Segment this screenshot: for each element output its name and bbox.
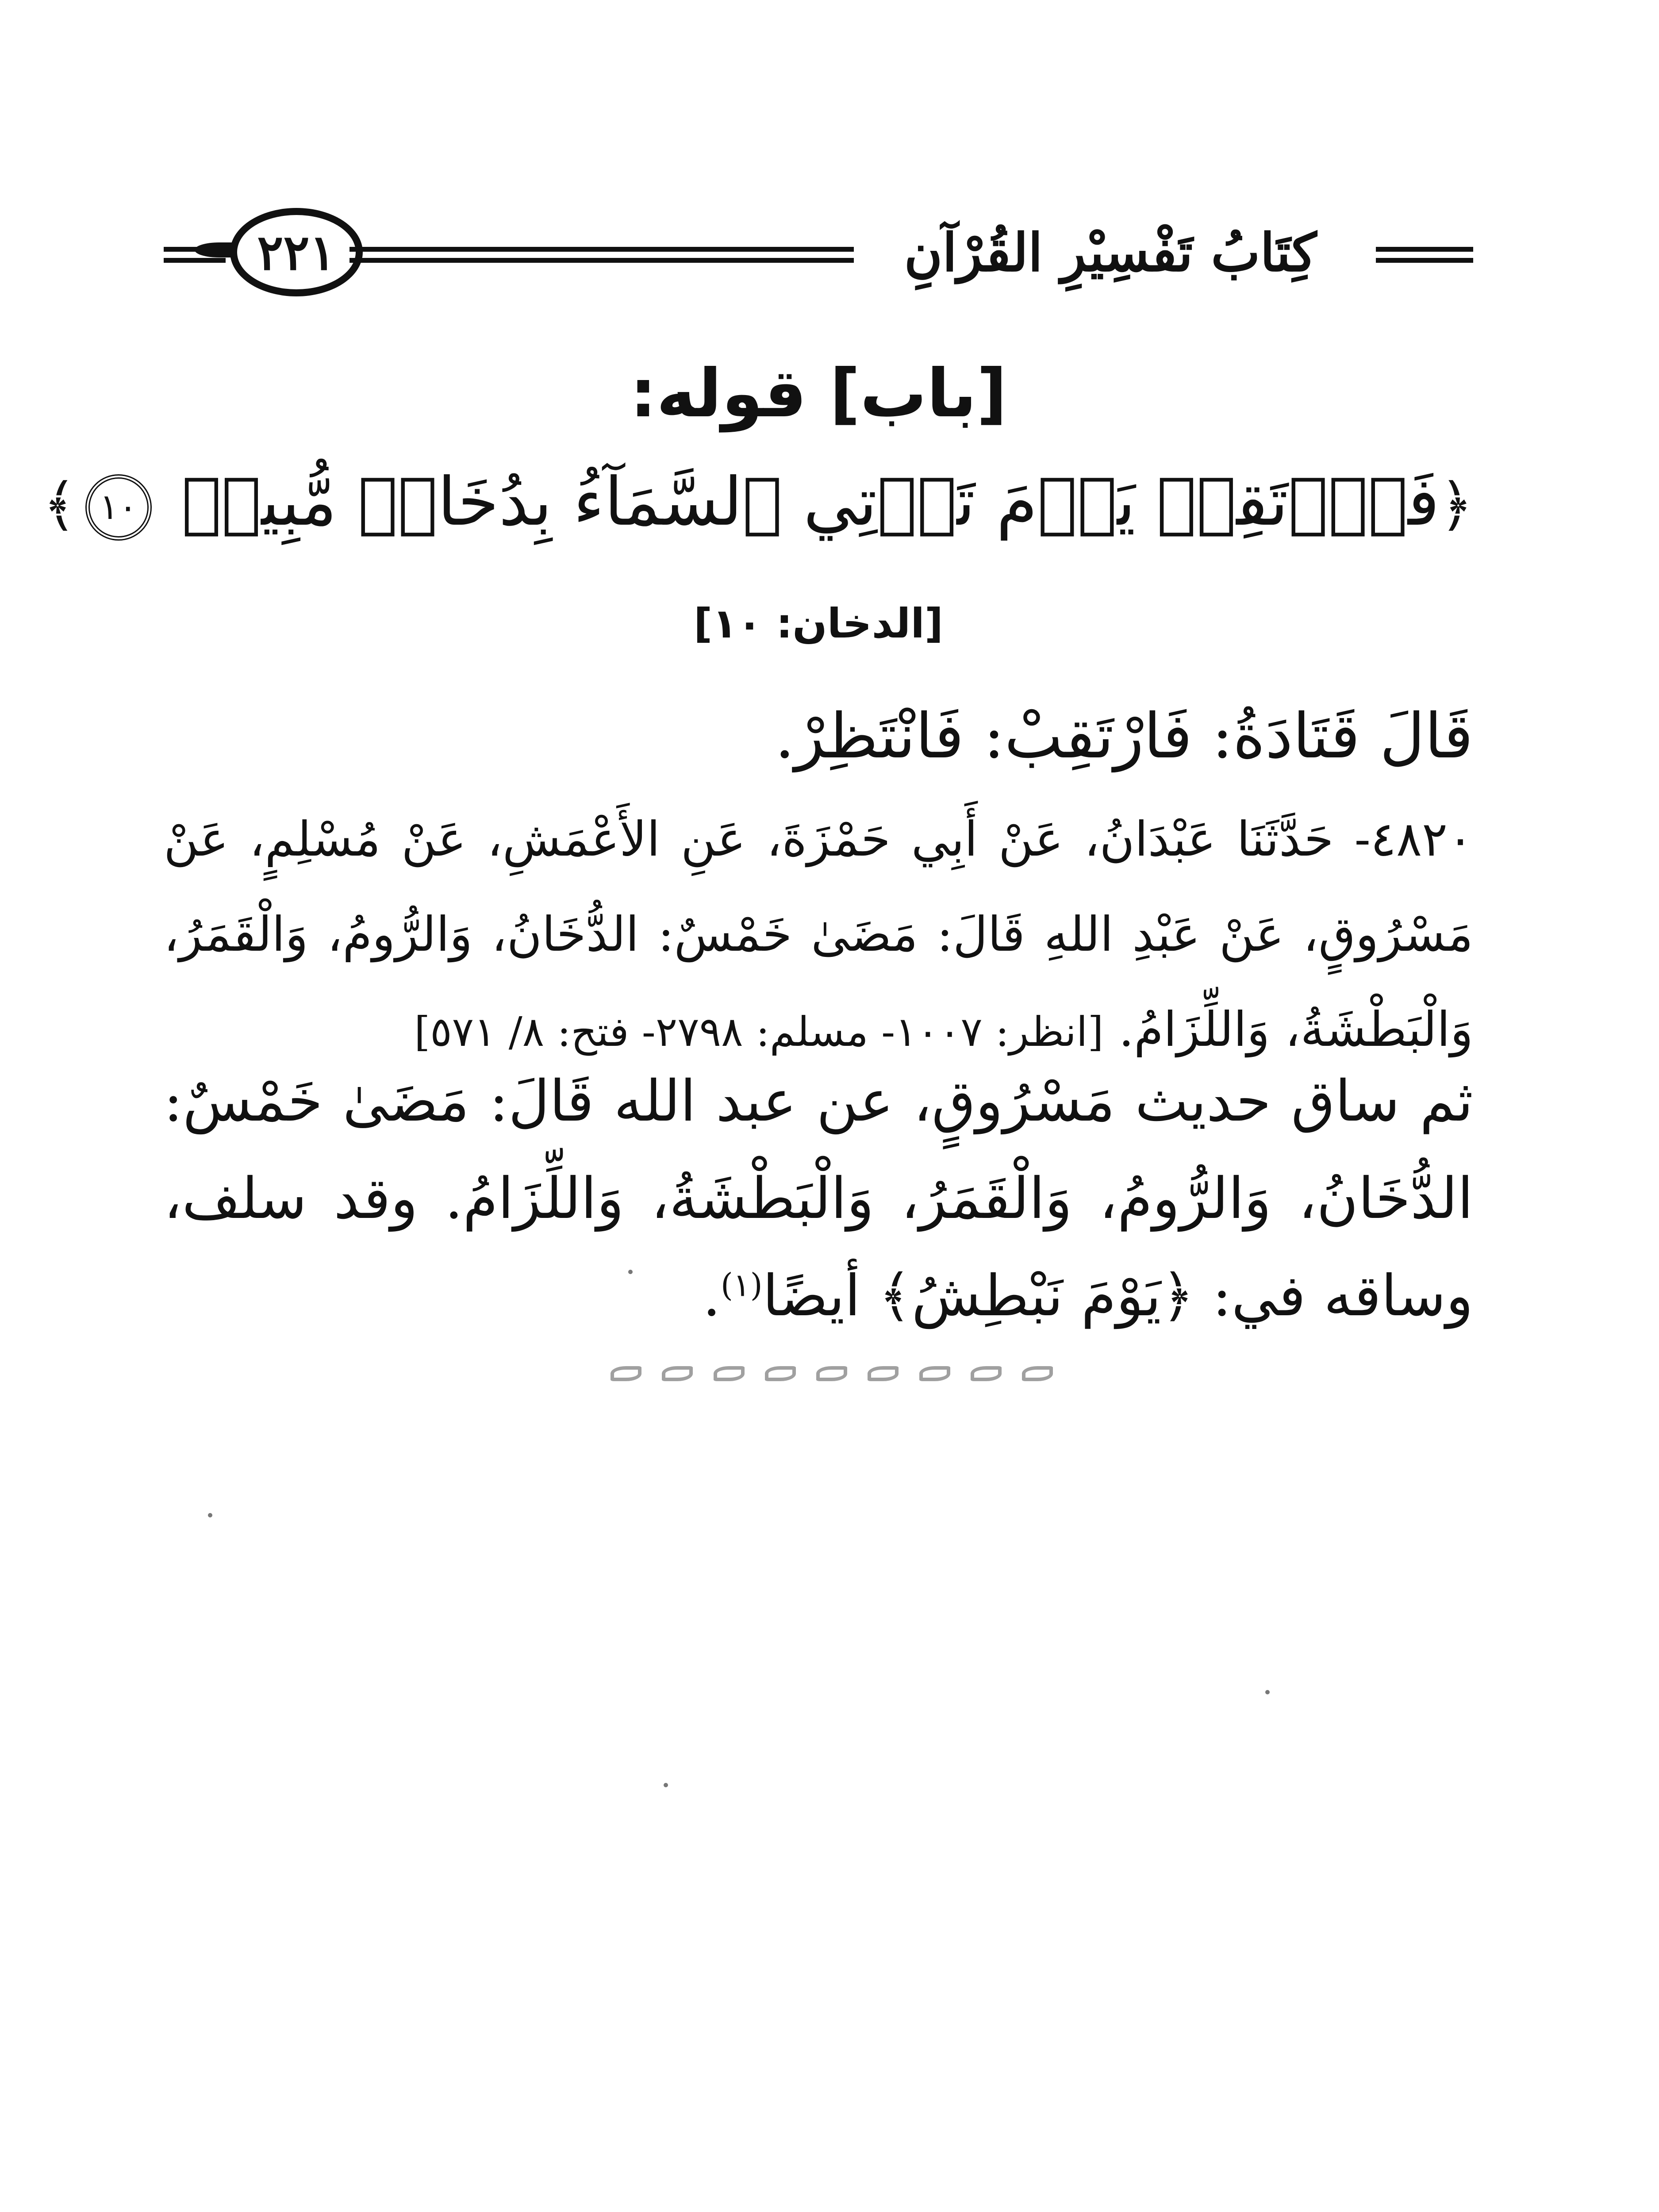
ornament-piece [971,1366,1002,1381]
verse-text: فَٱرۡتَقِبۡ يَوۡمَ تَأۡتِي ٱلسَّمَآءُ بِدُخَانٖ مُّبِينٖ [181,464,1440,541]
scan-speck [1265,1690,1270,1694]
scan-speck [208,1513,212,1517]
hadith-paragraph [164,792,1473,1079]
ornament-piece [662,1366,693,1381]
verse-reference: [الدخان: ١٠] [694,600,943,647]
ornament-piece [714,1366,745,1381]
commentary-text: ثم ساق حديث مَسْرُوقٍ، عن عبد الله قَالَ: مَضَىٰ خَمْسٌ: الدُّخَانُ، وَالرُّومُ، وَالْقَمَرُ، وَالْبَطْشَةُ، وَاللِّزَامُ. وقد سلف، وساقه في: ﴿يَوْمَ نَبْطِشُ﴾ أيضًا [164,1068,1473,1329]
chapter-heading: [باب] قوله: [630,355,1007,432]
book-title: كِتَابُ تَفْسِيْرِ القُرْآنِ [854,217,1367,288]
footnote-marker[interactable]: (١) [720,1266,763,1304]
ornament-piece [611,1366,641,1381]
commentary-block [164,1053,1473,1345]
ornament-piece [765,1366,796,1381]
ornament-piece [868,1366,899,1381]
page-number [230,208,363,296]
verse-close-bracket: ﴾ [42,471,77,538]
qatada-statement: قَالَ قَتَادَةُ: فَارْتَقِبْ: فَانْتَظِرْ. [775,700,1473,772]
quran-verse [42,451,1473,556]
page-header [164,190,1473,323]
header-rule-right [1376,247,1473,263]
commentary-end: . [703,1263,721,1329]
verse-open-bracket: ﴿ [1439,471,1473,538]
ornament-piece [1022,1366,1053,1381]
hadith-number: ٤٨٢٠- [1354,812,1473,867]
ornament-piece [816,1366,847,1381]
page-number-text: ٢٢١ [257,223,336,281]
section-ornament [611,1358,1053,1389]
hadith-text: حَدَّثَنَا عَبْدَانُ، عَنْ أَبِي حَمْزَةَ، عَنِ الأَعْمَشِ، عَنْ مُسْلِمٍ، عَنْ مَسْرُوقٍ، عَنْ عَبْدِ اللهِ قَالَ: مَضَىٰ خَمْسٌ: الدُّخَانُ، وَالرُّومُ، وَالْقَمَرُ، وَالْبَطْشَةُ، وَاللِّزَامُ. [164,812,1473,1057]
scan-speck [628,1270,633,1274]
hadith-block [164,792,1473,1079]
commentary-paragraph [164,1053,1473,1345]
ayah-number-mark: ١٠ [85,474,152,541]
ornament-piece [919,1366,950,1381]
hadith-references: [انظر: ١٠٠٧- مسلم: ٢٧٩٨- فتح: ٨/ ٥٧١] [414,1008,1104,1056]
scan-speck [664,1783,668,1787]
